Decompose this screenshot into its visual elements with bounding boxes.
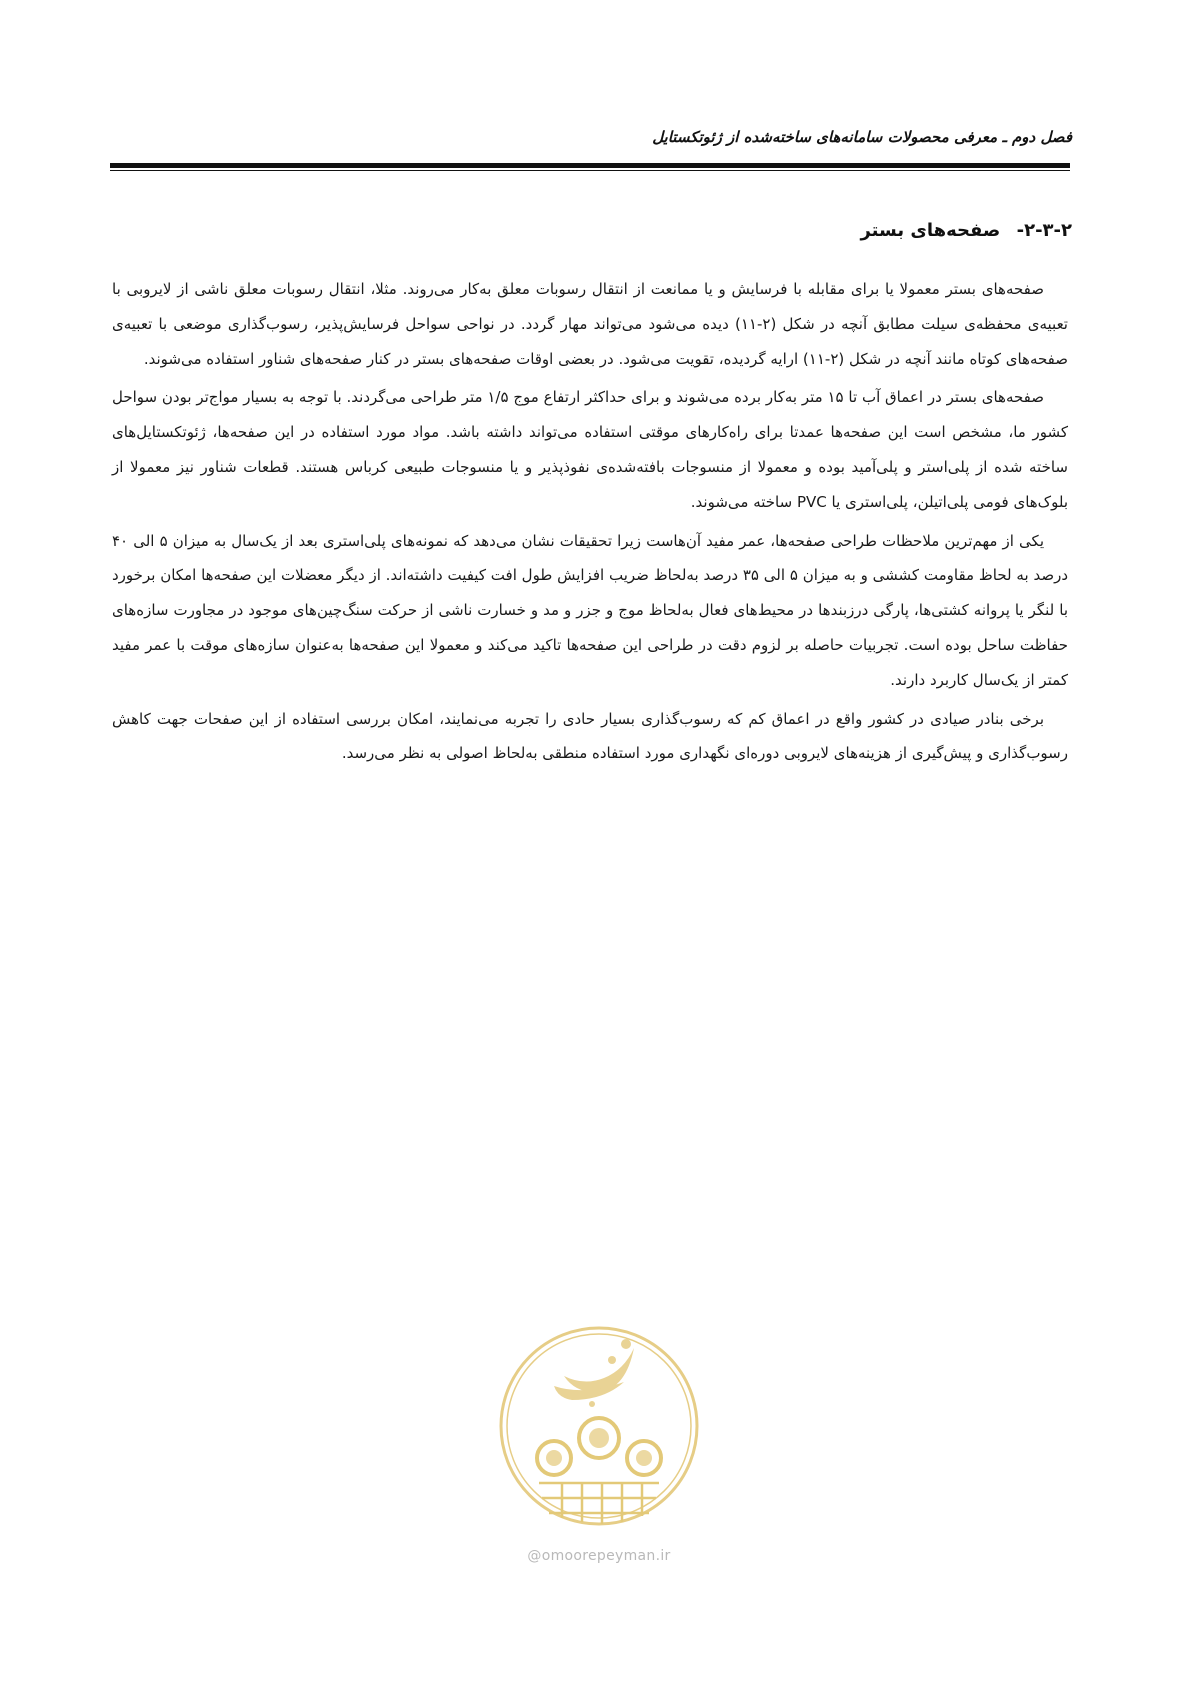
section-number: ۲-۳-۲- [1016,220,1072,241]
section-title: صفحه‌های بستر [860,220,1001,241]
header-rule [110,163,1070,168]
running-header: فصل دوم ـ معرفی محصولات سامانه‌های ساخته‌شده از ژئوتکستایل [652,128,1072,146]
paragraph-1: صفحه‌های بستر معمولا یا برای مقابله با فرسایش و یا ممانعت از انتقال رسوبات معلق به‌کار می‌روند. مثلا، انتقال رسوبات معلق ناشی از لایروبی با تعبیه‌ی محفظه‌ی سیلت مطابق آنچه در شکل (۲-۱۱) دیده می‌شود می‌تواند مهار گردد. در نواحی سواحل فرسایش‌پذیر، رسوب‌گذاری موضعی با تعبیه‌ی صفحه‌های کوتاه مانند آنچه در شکل (۲-۱۱) ارایه گردیده، تقویت می‌شود. در بعضی اوقات صفحه‌های بستر در کنار صفحه‌های شناور استفاده می‌شوند. [112,280,1068,368]
body-text [112,272,1068,775]
paragraph-2: صفحه‌های بستر در اعماق آب تا ۱۵ متر به‌کار برده می‌شوند و برای حداکثر ارتفاع موج ۱/۵ متر طراحی می‌گردند. با توجه به بسیار مواج‌تر بودن سواحل کشور ما، مشخص است این صفحه‌ها عمدتا برای راه‌کارهای موقتی استفاده می‌تواند داشته باشد. مواد مورد استفاده در این صفحه‌ها، ژئوتکستایل‌های ساخته شده از پلی‌استر و پلی‌آمید بوده و معمولا از منسوجات بافته‌شده‌ی نفوذپذیر و یا منسوجات طبیعی کرباس هستند. قطعات شناور نیز معمولا از بلوک‌های فومی پلی‌اتیلن، پلی‌استری یا PVC ساخته می‌شوند. [112,388,1068,511]
section-heading [112,220,1072,241]
watermark-logo [494,1308,704,1568]
watermark-url: @omoorepeyman.ir [527,1548,671,1564]
header-rule-thin [110,170,1070,171]
paragraph-4: برخی بنادر صیادی در کشور واقع در اعماق کم که رسوب‌گذاری بسیار حادی را تجربه می‌نمایند، امکان بررسی استفاده از این صفحات جهت کاهش رسوب‌گذاری و پیش‌گیری از هزینه‌های لایروبی دوره‌ای نگهداری مورد استفاده منطقی به‌لحاظ اصولی به نظر می‌رسد. [112,709,1068,763]
paragraph-3: یکی از مهم‌ترین ملاحظات طراحی صفحه‌ها، عمر مفید آن‌هاست زیرا تحقیقات نشان می‌دهد که نمونه‌های پلی‌استری بعد از یک‌سال به میزان ۵ الی ۴۰ درصد به لحاظ مقاومت کششی و به میزان ۵ الی ۳۵ درصد به‌لحاظ ضریب افزایش طول افت کیفیت داشته‌اند. از دیگر معضلات این صفحه‌ها امکان برخورد با لنگر یا پروانه کشتی‌ها، پارگی درزبندها در محیط‌های فعال به‌لحاظ موج و جزر و مد و خسارت ناشی از حرکت سنگ‌چین‌های موجود در مجاورت سازه‌های حفاظت ساحل بوده است. تجربیات حاصله بر لزوم دقت در طراحی این صفحه‌ها تاکید می‌کند و معمولا این صفحه‌ها به‌عنوان سازه‌های موقت با عمر مفید کمتر از یک‌سال کاربرد دارند. [112,531,1069,689]
